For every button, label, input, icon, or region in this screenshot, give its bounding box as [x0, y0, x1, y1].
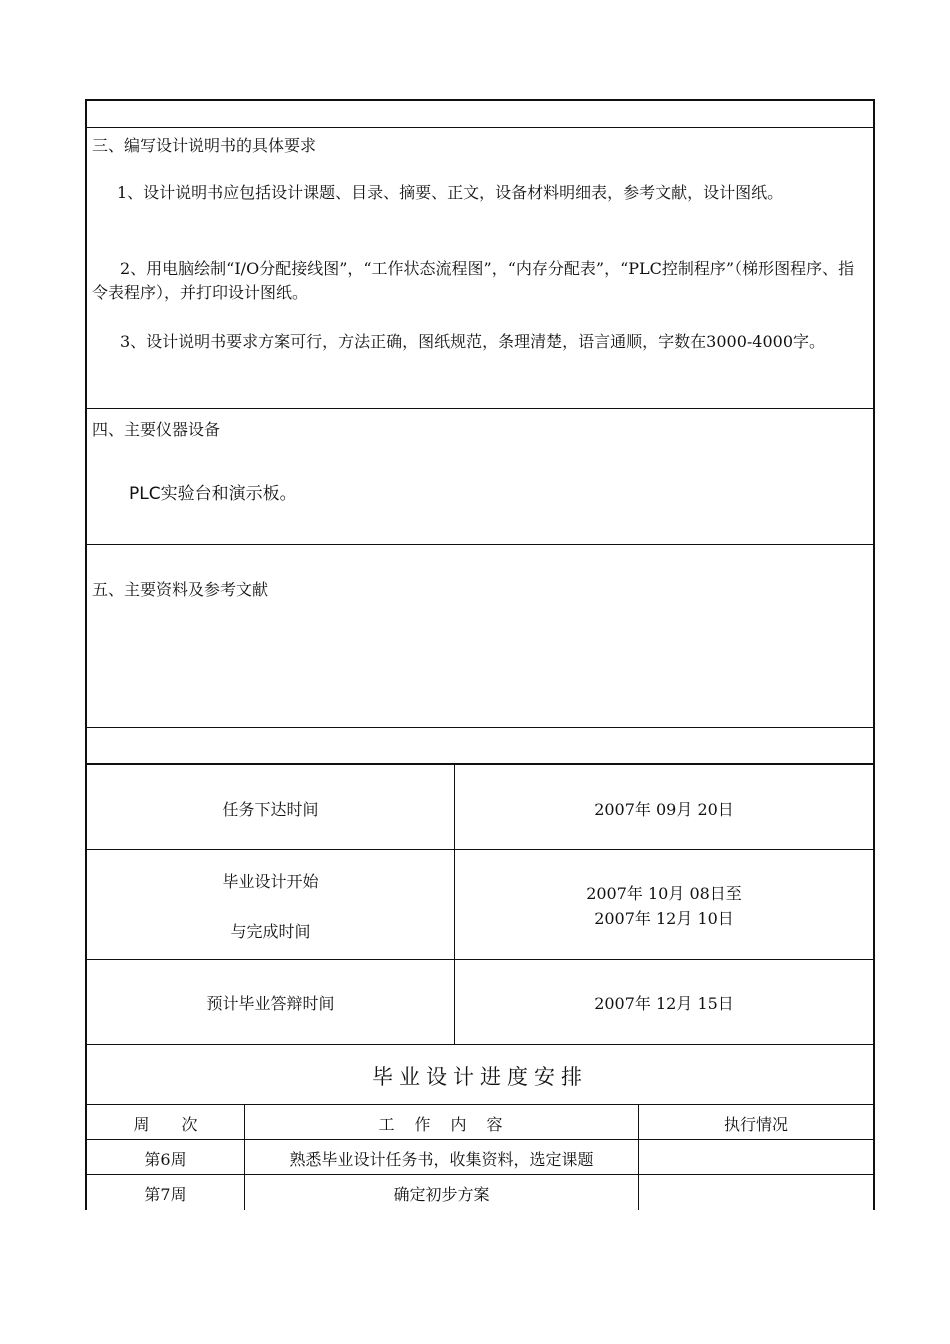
end-date-value: 2007年 12月 10日 [594, 909, 734, 928]
schedule-header-week: 周 次 [133, 1115, 198, 1134]
start-end-label-line2: 与完成时间 [230, 922, 311, 941]
schedule-row-week: 第7周 [144, 1185, 187, 1204]
section4-content: PLC实验台和演示板。 [129, 484, 297, 504]
document-frame [85, 99, 875, 1210]
divider [87, 1174, 873, 1175]
schedule-title: 毕业设计进度安排 [372, 1065, 588, 1089]
start-end-label-line1: 毕业设计开始 [222, 872, 319, 891]
schedule-row-week: 第6周 [144, 1150, 187, 1169]
divider [87, 544, 873, 545]
defense-time-value: 2007年 12月 15日 [594, 994, 734, 1013]
section3-item-2: 2、用电脑绘制“I/O分配接线图”，“工作状态流程图”，“内存分配表”，“PLC控制程序”（梯形图程序、指令表程序），并打印设计图纸。 [92, 259, 855, 302]
task-time-label: 任务下达时间 [222, 800, 319, 819]
divider [87, 1104, 873, 1105]
divider [87, 763, 873, 765]
section4-heading: 四、主要仪器设备 [92, 420, 221, 439]
divider [87, 127, 873, 128]
section3-heading: 三、编写设计说明书的具体要求 [92, 136, 317, 155]
divider [87, 849, 873, 850]
schedule-row-content: 熟悉毕业设计任务书，收集资料，选定课题 [289, 1150, 594, 1169]
start-date-value: 2007年 10月 08日至 [586, 884, 742, 903]
schedule-header-status: 执行情况 [723, 1115, 788, 1134]
section3-item-1: 1、设计说明书应包括设计课题、目录、摘要、正文，设备材料明细表，参考文献，设计图纸。 [117, 183, 784, 202]
section3-item-3: 3、设计说明书要求方案可行，方法正确，图纸规范，条理清楚，语言通顺，字数在3000-4000字。 [120, 332, 826, 351]
divider [87, 959, 873, 960]
task-time-value: 2007年 09月 20日 [594, 800, 734, 819]
schedule-row-content: 确定初步方案 [393, 1185, 490, 1204]
section5-heading: 五、主要资料及参考文献 [92, 580, 269, 599]
divider [87, 727, 873, 728]
schedule-header-content: 工 作 内 容 [378, 1115, 505, 1134]
defense-time-label: 预计毕业答辩时间 [206, 994, 335, 1013]
divider [87, 1044, 873, 1045]
divider [87, 408, 873, 409]
divider [87, 1139, 873, 1140]
